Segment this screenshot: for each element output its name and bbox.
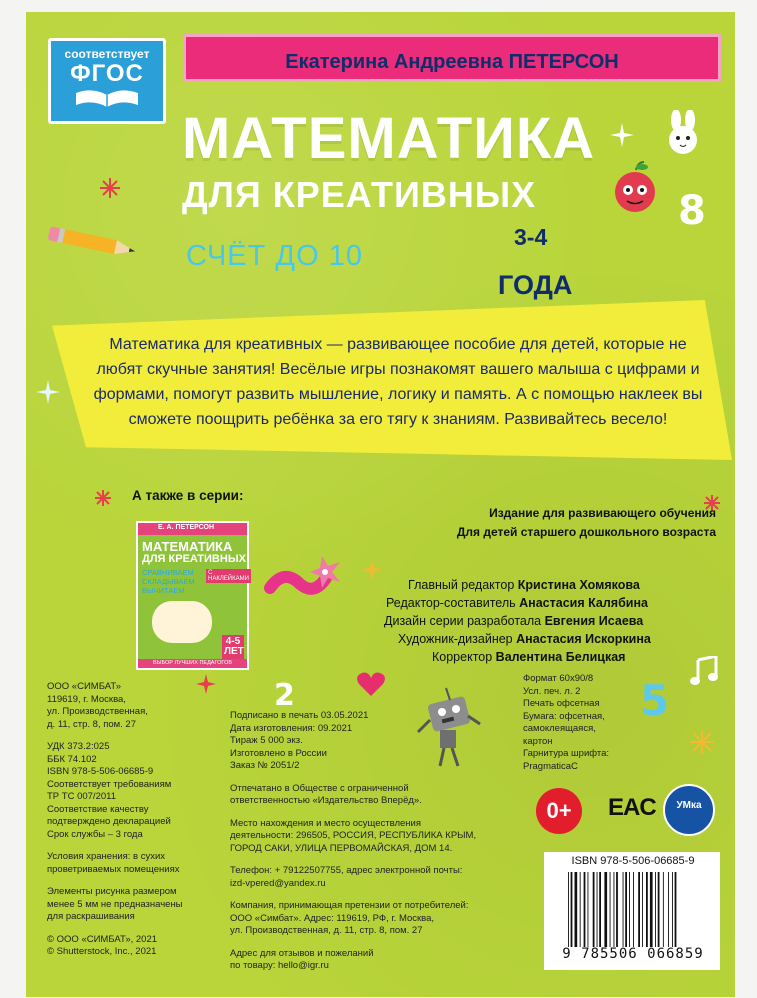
info-line: ответственностью «Издательство Вперёд». xyxy=(230,795,422,806)
info-line: Срок службы – 3 года xyxy=(47,828,143,840)
series-book-illustration xyxy=(152,601,212,643)
credit-role: Дизайн серии разработала xyxy=(384,614,542,628)
credit-row xyxy=(372,630,718,648)
info-line: Адрес для отзывов и пожеланий xyxy=(230,947,374,959)
series-book-title-line2: ДЛЯ КРЕАТИВНЫХ xyxy=(142,553,246,565)
author-banner: Екатерина Андреевна ПЕТЕРСОН xyxy=(183,34,721,82)
info-line: Гарнитура шрифта: xyxy=(523,748,610,759)
age-unit: ГОДА xyxy=(498,270,573,300)
info-line: Компания, принимающая претензии от потребителей: xyxy=(230,900,469,911)
decor-number-5: 5 xyxy=(640,676,670,725)
print-info xyxy=(230,710,530,973)
info-line: Дата изготовления: 09.2021 xyxy=(230,722,353,734)
credits xyxy=(372,576,718,666)
decor-number-8: 8 xyxy=(678,188,706,234)
credit-row xyxy=(372,612,718,630)
sparkle-icon xyxy=(36,380,60,404)
info-line: Тираж 5 000 экз. xyxy=(230,735,303,746)
info-line: Подписано в печать 03.05.2021 xyxy=(230,710,369,721)
info-line: проветриваемых помещениях xyxy=(47,863,180,875)
info-line: ООО «СИМБАТ» xyxy=(47,681,121,692)
heart-icon xyxy=(356,670,386,698)
info-line: ISBN 978-5-506-06685-9 xyxy=(47,766,154,777)
brand-logo: УМка xyxy=(663,784,715,836)
info-line: ООО «Симбат». Адрес: 119619, РФ, г. Москва, xyxy=(230,912,435,924)
series-book-cover xyxy=(136,521,249,670)
info-line: ББК 74.102 xyxy=(47,753,97,765)
bunny-icon xyxy=(660,110,708,158)
info-line: ул. Производственная, xyxy=(47,706,148,717)
info-line: Соответствует требованиям xyxy=(47,778,172,790)
info-line: подтверждено декларацией xyxy=(47,816,171,827)
asterisk-icon-small xyxy=(95,490,111,506)
info-line: Соответствие качеству xyxy=(47,803,149,815)
info-line: ГОРОД САКИ, УЛИЦА ПЕРВОМАЙСКАЯ, ДОМ 14. xyxy=(230,842,453,854)
info-line: Отпечатано в Обществе с ограниченной xyxy=(230,782,409,794)
open-book-icon xyxy=(72,87,142,109)
fgos-badge-caption: соответствует xyxy=(64,47,150,61)
age-range: 3-4 xyxy=(514,224,548,250)
info-line: ТР ТС 007/2011 xyxy=(47,791,117,802)
info-line: менее 5 мм не предназначены xyxy=(47,898,183,910)
credit-role: Корректор xyxy=(432,650,493,664)
info-line: Изготовлено в России xyxy=(230,747,327,759)
info-line: Формат 60х90/8 xyxy=(523,673,594,684)
info-line: PragmaticaC xyxy=(523,760,578,772)
asterisk-icon xyxy=(100,178,120,198)
series-book-author: Е. А. ПЕТЕРСОН xyxy=(158,524,215,531)
info-line: Печать офсетная xyxy=(523,698,600,709)
book-title: МАТЕМАТИКА xyxy=(182,106,596,171)
credit-row xyxy=(372,594,718,612)
asterisk-icon-bottom xyxy=(690,730,714,754)
pencil-icon xyxy=(46,226,146,260)
edition-line: Для детей старшего дошкольного возраста xyxy=(456,525,716,539)
barcode-digits: 9 785506 066859 xyxy=(562,946,704,962)
credit-role: Редактор-составитель xyxy=(386,596,516,610)
info-line: для раскрашивания xyxy=(47,911,135,922)
credit-role: Главный редактор xyxy=(408,578,515,592)
info-line: д. 11, стр. 8, пом. 27 xyxy=(47,718,136,730)
credit-row xyxy=(372,576,718,594)
age-rating-badge: 0+ xyxy=(536,788,582,834)
credit-role: Художник-дизайнер xyxy=(398,632,513,646)
info-line: Усл. печ. л. 2 xyxy=(523,685,581,697)
credit-row xyxy=(372,648,718,666)
info-line: деятельности: 296505, РОССИЯ, РЕСПУБЛИКА КРЫМ, xyxy=(230,830,477,841)
credit-name: Валентина Белицкая xyxy=(495,650,626,664)
info-line: izd-vpered@yandex.ru xyxy=(230,877,326,889)
info-line: Элементы рисунка размером xyxy=(47,886,177,897)
eac-mark: EAC xyxy=(608,794,656,821)
publisher-info xyxy=(47,681,197,959)
credit-name: Анастасия Искоркина xyxy=(516,632,651,646)
fgos-badge xyxy=(48,38,166,124)
book-subtitle: СЧЁТ ДО 10 xyxy=(186,240,363,272)
edition-line: Издание для развивающего обучения xyxy=(489,506,716,520)
info-line: УДК 373.2:025 xyxy=(47,741,110,752)
series-book-subtitle: СРАВНИВАЕМ СКЛАДЫВАЕМ ВЫЧИТАЕМ xyxy=(142,568,195,595)
series-book-title: МАТЕМАТИКА xyxy=(142,539,233,554)
sparkle-icon-low xyxy=(196,674,216,694)
apple-character-icon xyxy=(612,160,658,220)
star-icon xyxy=(610,123,634,147)
info-line: © ООО «СИМБАТ», 2021 xyxy=(47,933,158,945)
format-info xyxy=(523,673,633,773)
info-line: Бумага: офсетная, xyxy=(523,710,605,722)
barcode-isbn: ISBN 978-5-506-06685-9 xyxy=(571,855,695,867)
barcode-icon xyxy=(566,872,706,947)
series-heading: А также в серии: xyxy=(132,488,244,503)
credit-name: Кристина Хомякова xyxy=(517,578,640,592)
info-line: картон xyxy=(523,735,553,747)
decor-number-2: 2 xyxy=(274,678,295,713)
series-book-stickers-badge: С НАКЛЕЙКАМИ xyxy=(208,570,249,582)
series-book-footer: ВЫБОР ЛУЧШИХ ПЕДАГОГОВ xyxy=(138,659,247,668)
info-line: ул. Производственная, д. 11, стр. 8, пом. 27 xyxy=(230,925,423,936)
info-line: по товару: hello@igr.ru xyxy=(230,960,329,971)
info-line: Телефон: + 79122507755, адрес электронной почты: xyxy=(230,865,463,876)
fgos-badge-title: ФГОС xyxy=(70,60,144,87)
info-line: Место нахождения и место осуществления xyxy=(230,817,421,829)
info-line: Условия хранения: в сухих xyxy=(47,851,166,862)
credit-name: Анастасия Калябина xyxy=(519,596,648,610)
info-line: © Shutterstock, Inc., 2021 xyxy=(47,946,157,957)
credit-name: Евгения Исаева xyxy=(544,614,644,628)
edition-info xyxy=(420,504,716,542)
worm-character-icon xyxy=(264,548,354,598)
book-title-line2: ДЛЯ КРЕАТИВНЫХ xyxy=(182,174,537,215)
series-book-age: 4-5 ЛЕТ xyxy=(224,636,244,657)
info-line: самоклеящаяся, xyxy=(523,723,596,734)
description-text: Математика для креативных — развивающее пособие для детей, которые не любят скучные занятия! Весёлые игры познакомят вашего малыша с цифрами и формами, помогут развить мышление, логику и память. А с помощью наклеек вы сможете поощрить ребёнка за его тягу к знаниям. Развивайтесь весело! xyxy=(93,336,703,428)
info-line: Заказ № 2051/2 xyxy=(230,760,300,771)
info-line: 119619, г. Москва, xyxy=(47,693,126,705)
